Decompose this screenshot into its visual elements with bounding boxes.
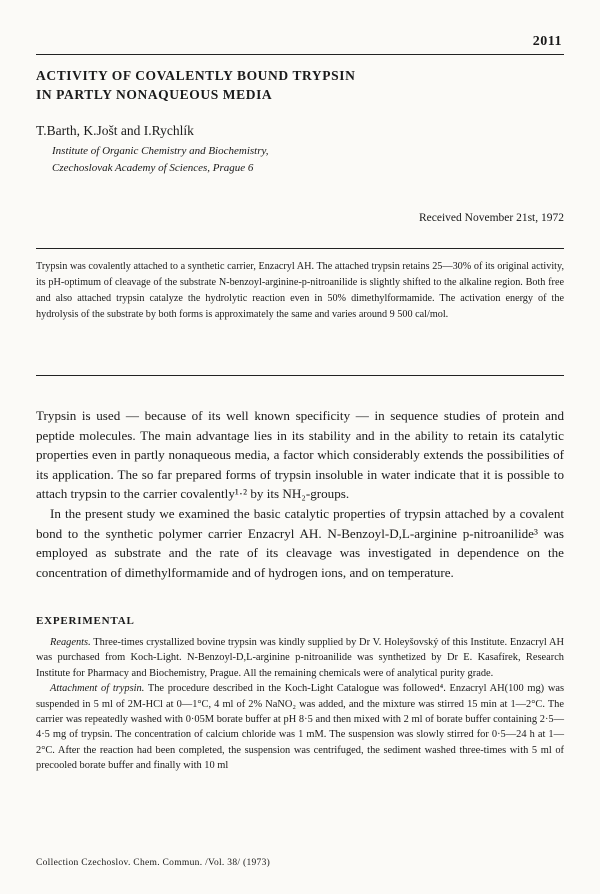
section-heading: EXPERIMENTAL — [36, 615, 135, 627]
received-date: Received November 21st, 1972 — [419, 212, 564, 224]
header-rule — [36, 54, 564, 55]
page-number: 2011 — [532, 34, 562, 49]
reagents-label: Reagents. — [50, 637, 91, 648]
reagents-text: Three-times crystallized bovine trypsin was kindly supplied by Dr V. Holeyšovský of this Institute. Enzacryl AH was purchased from Koch-Light. N-Benzoyl-D,L-arginine p-nitroanilide was synthetized by Dr E. Kasafírek, Research Institute for Pharmacy and Biochemistry, Prague. All the remaining chemicals were of analytical purity grade. — [36, 637, 564, 679]
title-line-2: IN PARTLY NONAQUEOUS MEDIA — [36, 87, 273, 102]
attachment-paragraph — [36, 681, 564, 773]
experimental-section — [36, 635, 564, 774]
affiliation — [52, 143, 269, 176]
affiliation-line-2: Czechoslovak Academy of Sciences, Prague 6 — [52, 161, 254, 174]
reagents-paragraph — [36, 635, 564, 681]
attachment-text: The procedure described in the Koch-Light Catalogue was followed⁴. Enzacryl AH(100 mg) was suspended in 5 ml of 2M-HCl at 0—1°C, 4 ml of 2% NaNO₂ was added, and the mixture was stirred 15 min at 1—2°C. The carrier was repeatedly washed with 0·05M borate buffer at pH 8·5 and then mixed with 2 ml of borate buffer containing 2·5—4·5 mg of trypsin. The concentration of calcium chloride was 1 mM. The suspension was slowly stirred for 0·5—24 h at 1—2°C. After the reaction had been completed, the suspension was centrifuged, the sediment washed three-times with 5 ml of precooled borate buffer and finally with 10 ml — [36, 683, 565, 772]
abstract-bottom-rule — [36, 375, 564, 376]
authors: T.Barth, K.Jošt and I.Rychlík — [36, 123, 194, 138]
affiliation-line-1: Institute of Organic Chemistry and Biochemistry, — [52, 145, 269, 157]
journal-footer: Collection Czechoslov. Chem. Commun. /Vol. 38/ (1973) — [36, 858, 271, 868]
attachment-label: Attachment of trypsin. — [50, 683, 145, 695]
introduction — [36, 406, 564, 582]
intro-paragraph-2: In the present study we examined the basic catalytic properties of trypsin attached by a covalent bond to the synthetic polymer carrier Enzacryl AH. N-Benzoyl-D,L-arginine p-nitroanilide³ was employed as substrate and the rate of its cleavage was investigated in dependence on the concentration of dimethylformamide and of hydrogen ions, and on temperature. — [36, 505, 564, 580]
intro-paragraph-1: Trypsin is used — because of its well known specificity — in sequence studies of protein and peptide molecules. The main advantage lies in its stability and in the ability to retain its catalytic properties even in partly nonaqueous media, a factor which considerably extends the possibilities of its application. The so far prepared forms of trypsin insoluble in water indicate that it is possible to attach trypsin to the carrier covalently¹·² by its NH₂-groups. — [36, 408, 564, 502]
title-line-1: ACTIVITY OF COVALENTLY BOUND TRYPSIN — [36, 68, 356, 83]
abstract: Trypsin was covalently attached to a synthetic carrier, Enzacryl AH. The attached trypsin retains 25—30% of its original activity, its pH-optimum of cleavage of the substrate N-benzoyl-arginine-p-nitroanilide is slightly shifted to the alkaline region. Both free and also attached trypsin catalyze the hydrolytic reaction even in 50% dimethylformamide. The activation energy of the hydrolysis of the substrate by both forms is approximately the same and varies around 9 500 cal/mol. — [36, 261, 564, 320]
article-title — [36, 66, 556, 104]
abstract-top-rule — [36, 248, 564, 249]
